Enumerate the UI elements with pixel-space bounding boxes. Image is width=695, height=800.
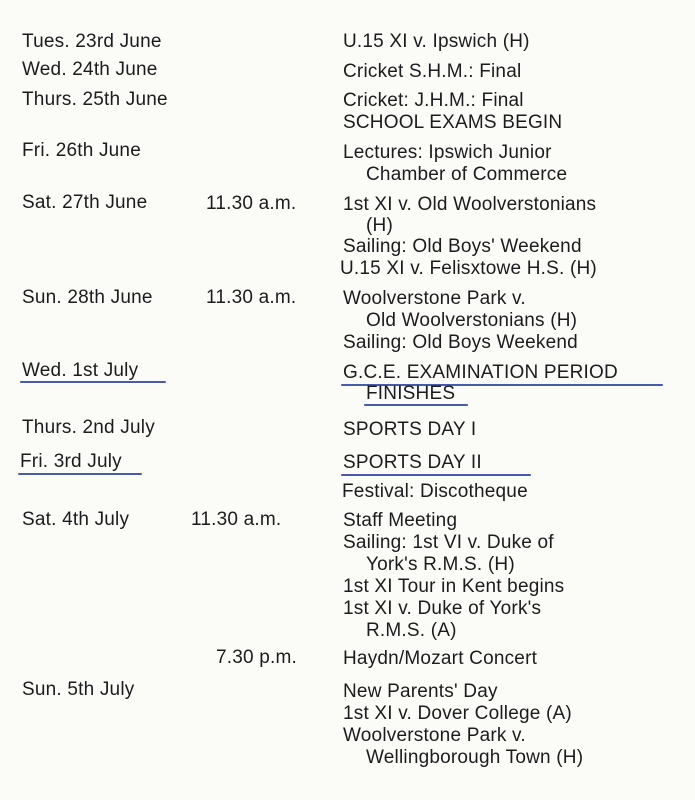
row-time: 11.30 a.m. (206, 287, 297, 308)
event-line: SPORTS DAY I (343, 419, 477, 440)
event-line: U.15 XI v. Ipswich (H) (343, 31, 530, 52)
ink-underline (364, 404, 468, 406)
row-date: Wed. 24th June (22, 59, 158, 80)
row-date: Sun. 28th June (22, 287, 153, 308)
event-line: 1st XI v. Dover College (A) (343, 703, 572, 724)
event-line: (H) (366, 215, 393, 236)
event-line: 1st XI Tour in Kent begins (343, 576, 565, 597)
event-line: R.M.S. (A) (366, 620, 457, 641)
row-date: Thurs. 2nd July (22, 417, 155, 438)
row-date: Thurs. 25th June (22, 89, 168, 110)
event-line: York's R.M.S. (H) (366, 554, 515, 575)
row-date: Sat. 27th June (22, 192, 148, 213)
event-line: 1st XI v. Duke of York's (343, 598, 542, 619)
ink-underline (20, 381, 166, 383)
row-date: Sat. 4th July (22, 509, 130, 530)
event-line: Woolverstone Park v. (343, 288, 526, 309)
event-line: New Parents' Day (343, 681, 498, 702)
event-line: Sailing: Old Boys' Weekend (343, 236, 582, 257)
row-time: 7.30 p.m. (216, 647, 298, 668)
ink-underline (341, 474, 531, 476)
event-line: Cricket S.H.M.: Final (343, 61, 522, 82)
event-line: SPORTS DAY II (343, 452, 482, 473)
row-date: Sun. 5th July (22, 679, 135, 700)
ink-underline (18, 473, 142, 475)
row-date: Tues. 23rd June (22, 31, 162, 52)
event-line: U.15 XI v. Felisxtowe H.S. (H) (340, 258, 597, 279)
event-line: Festival: Discotheque (342, 481, 528, 502)
row-date: Wed. 1st July (22, 360, 139, 381)
event-line: Sailing: Old Boys Weekend (343, 332, 578, 353)
event-line: Old Woolverstonians (H) (366, 310, 578, 331)
event-line: Cricket: J.H.M.: Final (343, 90, 524, 111)
event-line: Sailing: 1st VI v. Duke of (343, 532, 554, 553)
event-line: Chamber of Commerce (366, 164, 568, 185)
event-line: Wellingborough Town (H) (366, 747, 584, 768)
event-line: Haydn/Mozart Concert (343, 648, 538, 669)
event-line: SCHOOL EXAMS BEGIN (343, 112, 563, 133)
row-date: Fri. 26th June (22, 140, 141, 161)
event-line: Lectures: Ipswich Junior (343, 142, 552, 163)
event-line: FINISHES (366, 383, 456, 404)
event-line: 1st XI v. Old Woolverstonians (343, 194, 597, 215)
event-line: Woolverstone Park v. (343, 725, 526, 746)
event-line: G.C.E. EXAMINATION PERIOD (343, 362, 618, 383)
row-time: 11.30 a.m. (206, 193, 297, 214)
row-date: Fri. 3rd July (20, 451, 122, 472)
row-time: 11.30 a.m. (191, 509, 282, 530)
event-line: Staff Meeting (343, 510, 458, 531)
